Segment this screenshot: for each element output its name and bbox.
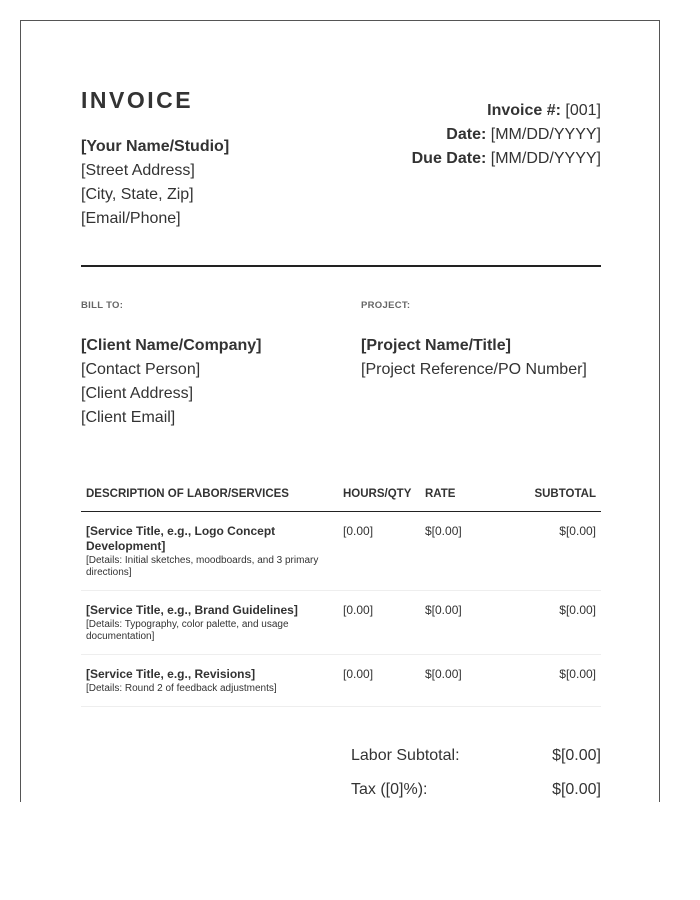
sender-info: [81, 135, 229, 231]
bill-to-label: BILL TO:: [81, 300, 124, 311]
header-subtotal: SUBTOTAL: [512, 484, 601, 512]
table-row: [81, 655, 601, 707]
client-address: [Client Address]: [81, 385, 194, 402]
client-name: [Client Name/Company]: [81, 337, 262, 354]
bill-to-block: [81, 334, 351, 430]
invoice-number-value: [001]: [565, 102, 601, 119]
project-reference: [Project Reference/PO Number]: [361, 361, 587, 378]
table-row: [81, 512, 601, 591]
invoice-number-line: [412, 99, 601, 123]
table-row: [81, 591, 601, 655]
invoice-page: [20, 20, 660, 802]
client-contact: [Contact Person]: [81, 361, 201, 378]
totals-section: [351, 747, 601, 802]
service-subtotal: $[0.00]: [512, 512, 601, 591]
service-details: [Details: Round 2 of feedback adjustments]: [86, 683, 277, 694]
service-rate: $[0.00]: [420, 655, 512, 707]
service-rate: $[0.00]: [420, 512, 512, 591]
table-header-row: [81, 484, 601, 512]
service-rate: $[0.00]: [420, 591, 512, 655]
header-rate: RATE: [420, 484, 512, 512]
sender-street: [Street Address]: [81, 162, 195, 179]
labor-subtotal-value: $[0.00]: [552, 747, 601, 764]
service-title: [Service Title, e.g., Brand Guidelines]: [86, 603, 298, 617]
service-qty: [0.00]: [338, 591, 420, 655]
project-section: [361, 300, 601, 382]
service-title: [Service Title, e.g., Logo Concept Development]: [86, 524, 276, 553]
invoice-due-date-label: Due Date:: [411, 150, 487, 167]
invoice-date-value: [MM/DD/YYYY]: [490, 126, 601, 143]
header-qty: HOURS/QTY: [338, 484, 420, 512]
bill-to-section: [81, 300, 351, 430]
project-block: [361, 334, 601, 382]
service-description: [81, 591, 338, 655]
tax-value: $[0.00]: [552, 781, 601, 798]
service-title: [Service Title, e.g., Revisions]: [86, 667, 256, 681]
invoice-due-date-line: [412, 147, 601, 171]
client-email: [Client Email]: [81, 409, 176, 426]
project-label: PROJECT:: [361, 300, 411, 311]
project-name: [Project Name/Title]: [361, 337, 511, 354]
sender-contact: [Email/Phone]: [81, 210, 181, 227]
invoice-number-label: Invoice #:: [487, 102, 561, 119]
service-qty: [0.00]: [338, 512, 420, 591]
invoice-due-date-value: [MM/DD/YYYY]: [490, 150, 601, 167]
sender-name: [Your Name/Studio]: [81, 138, 230, 155]
service-details: [Details: Typography, color palette, and usage documentation]: [86, 619, 289, 642]
tax-label: Tax ([0]%):: [351, 781, 428, 798]
invoice-date-line: [412, 123, 601, 147]
service-qty: [0.00]: [338, 655, 420, 707]
labor-subtotal-label: Labor Subtotal:: [351, 747, 460, 764]
service-subtotal: $[0.00]: [512, 655, 601, 707]
header-description: DESCRIPTION OF LABOR/SERVICES: [81, 484, 338, 512]
header-divider: [81, 265, 601, 267]
labor-subtotal-row: [351, 747, 601, 781]
services-table: [81, 484, 601, 707]
invoice-title: INVOICE: [81, 87, 194, 113]
sender-city: [City, State, Zip]: [81, 186, 194, 203]
service-details: [Details: Initial sketches, moodboards, and 3 primary directions]: [86, 555, 319, 578]
service-subtotal: $[0.00]: [512, 591, 601, 655]
invoice-date-label: Date:: [446, 126, 487, 143]
tax-row: [351, 781, 601, 802]
service-description: [81, 512, 338, 591]
invoice-meta: [412, 99, 601, 171]
service-description: [81, 655, 338, 707]
